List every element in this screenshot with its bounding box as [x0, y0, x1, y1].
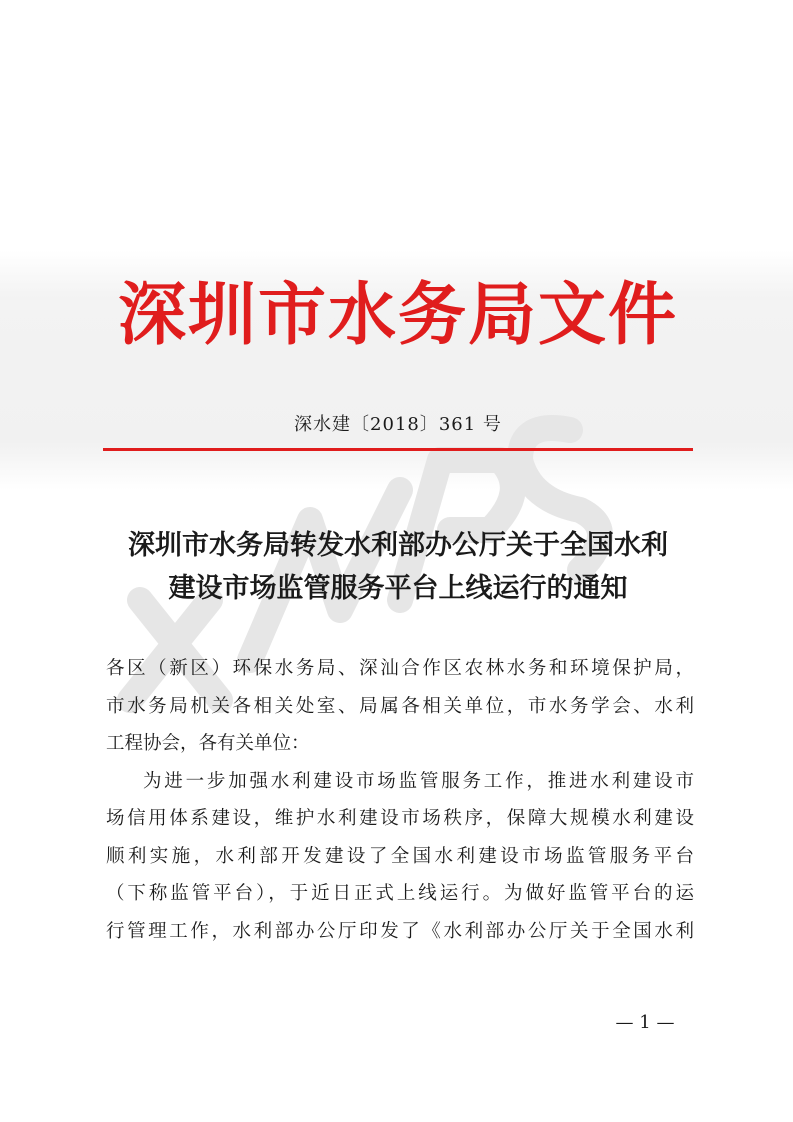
addressee-line-3: 工程协会，各有关单位：	[106, 733, 310, 754]
subject-line-2: 建设市场监管服务平台上线运行的通知	[168, 573, 628, 604]
paragraph-line-1: 为进一步加强水利建设市场监管服务工作，推进水利建设市	[143, 770, 694, 792]
document-subject	[103, 524, 693, 610]
addressee-line-1: 各区（新区）环保水务局、深汕合作区农林水务和环境保护局，	[106, 658, 694, 679]
header-divider	[103, 448, 693, 451]
document-body	[106, 650, 694, 950]
paragraph-line-3: 顺利实施，水利部开发建设了全国水利建设市场监管服务平台	[106, 845, 694, 867]
document-number: 深水建〔2018〕361 号	[294, 414, 502, 435]
paragraph-line-5: 行管理工作，水利部办公厅印发了《水利部办公厅关于全国水利	[106, 920, 694, 942]
addressee-line-2: 市水务局机关各相关处室、局属各相关单位，市水务学会、水利	[106, 695, 694, 717]
document-header-title: 深圳市水务局文件	[117, 275, 678, 355]
paragraph-line-2: 场信用体系建设，维护水利建设市场秩序，保障大规模水利建设	[106, 808, 694, 829]
paragraph-line-4: （下称监管平台），于近日正式上线运行。为做好监管平台的运	[106, 883, 694, 904]
page-number: — 1 —	[615, 1012, 675, 1033]
subject-line-1: 深圳市水务局转发水利部办公厅关于全国水利	[128, 530, 668, 561]
